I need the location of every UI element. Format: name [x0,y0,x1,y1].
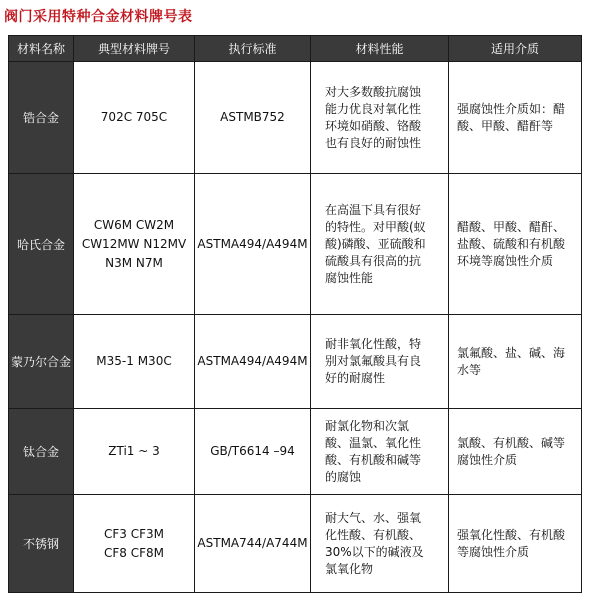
media-line: 强腐蚀性介质如：醋 [457,101,566,116]
media-line: 酸、甲酸、醋酐等 [457,118,554,133]
standard-cell: ASTMB752 [195,62,311,174]
header-standard: 执行标准 [195,36,311,62]
properties-line: 对大多数酸抗腐蚀 [325,84,422,99]
grade-line: CF8 CF8M [104,545,164,560]
media-line: 腐蚀性介质 [457,452,518,467]
page-title: 阀门采用特种合金材料牌号表 [4,9,193,25]
properties-line: 化性酸、有机酸、 [325,527,422,542]
properties-line: 硫酸具有很高的抗 [325,253,422,268]
table-row [9,174,582,315]
grade-line: ZTi1 ~ 3 [108,444,160,458]
media-cell [449,62,582,174]
grade-cell [74,495,195,593]
properties-line: 酸、有机酸和碱等 [325,452,422,467]
media-cell [449,495,582,593]
alloy-grade-table [8,35,582,593]
grade-line: CF3 CF3M [104,526,164,541]
grade-line: CW6M CW2M [93,217,175,232]
media-line: 盐酸、硫酸和有机酸 [457,236,566,251]
grade-cell [74,174,195,315]
properties-line: 耐氯化物和次氯 [325,418,410,433]
properties-cell [311,409,449,495]
properties-line: 在高温下具有很好 [325,202,422,217]
properties-line: 的特性。对甲酸(蚁 [325,219,426,234]
material-name-cell: 钛合金 [9,409,74,495]
table-row [9,495,582,593]
grade-line: CW12MW N12MV [81,236,187,251]
properties-line: 腐蚀性能 [325,270,374,285]
standard-cell: ASTMA494/A494M [195,174,311,315]
material-name-cell: 哈氏合金 [9,174,74,315]
properties-line: 能力优良对氧化性 [325,101,422,116]
properties-line: 别对氯氟酸具有良 [325,354,422,368]
media-line: 氯氟酸、盐、碱、海水等 [457,345,566,377]
properties-line: 环境如硝酸、铬酸 [325,118,422,133]
grade-line: N3M N7M [105,255,163,270]
header-typical-grade: 典型材料牌号 [74,36,195,62]
properties-line: 耐大气、水、强氧 [325,510,422,525]
header-material-name: 材料名称 [9,36,74,62]
properties-line: 氯氧化物 [325,561,374,576]
table-row [9,315,582,409]
media-line: 环境等腐蚀性介质 [457,253,554,268]
media-cell [449,315,582,409]
properties-cell [311,62,449,174]
grade-cell [74,409,195,495]
media-line: 强氧化性酸、有机酸 [457,527,566,542]
media-cell [449,174,582,315]
header-properties: 材料性能 [311,36,449,62]
properties-line: 耐非氧化性酸，特 [325,337,422,351]
properties-cell [311,315,449,409]
properties-line: 好的耐腐性 [325,371,386,385]
table-header-row [9,36,582,62]
properties-line: 的腐蚀 [325,469,362,484]
grade-line: 702C 705C [100,110,168,124]
standard-cell: ASTMA744/A744M [195,495,311,593]
grade-cell [74,62,195,174]
header-applicable-media: 适用介质 [449,36,582,62]
properties-line: 30%以下的碱液及 [325,544,424,559]
standard-cell: ASTMA494/A494M [195,315,311,409]
properties-cell [311,174,449,315]
media-line: 醋酸、甲酸、醋酐、 [457,219,566,234]
properties-cell [311,495,449,593]
material-name-cell: 不锈钢 [9,495,74,593]
properties-line: 酸)磷酸、亚硫酸和 [325,236,426,251]
table-row [9,62,582,174]
material-name-cell: 锆合金 [9,62,74,174]
grade-cell [74,315,195,409]
table-row [9,409,582,495]
properties-line: 酸、温氯、氧化性 [325,435,422,450]
material-name-cell: 蒙乃尔合金 [9,315,74,409]
grade-line: M35-1 M30C [96,354,172,368]
media-cell [449,409,582,495]
standard-cell: GB/T6614 –94 [195,409,311,495]
media-line: 氯酸、有机酸、碱等 [457,435,566,450]
properties-line: 也有良好的耐蚀性 [325,135,422,150]
media-line: 等腐蚀性介质 [457,544,530,559]
